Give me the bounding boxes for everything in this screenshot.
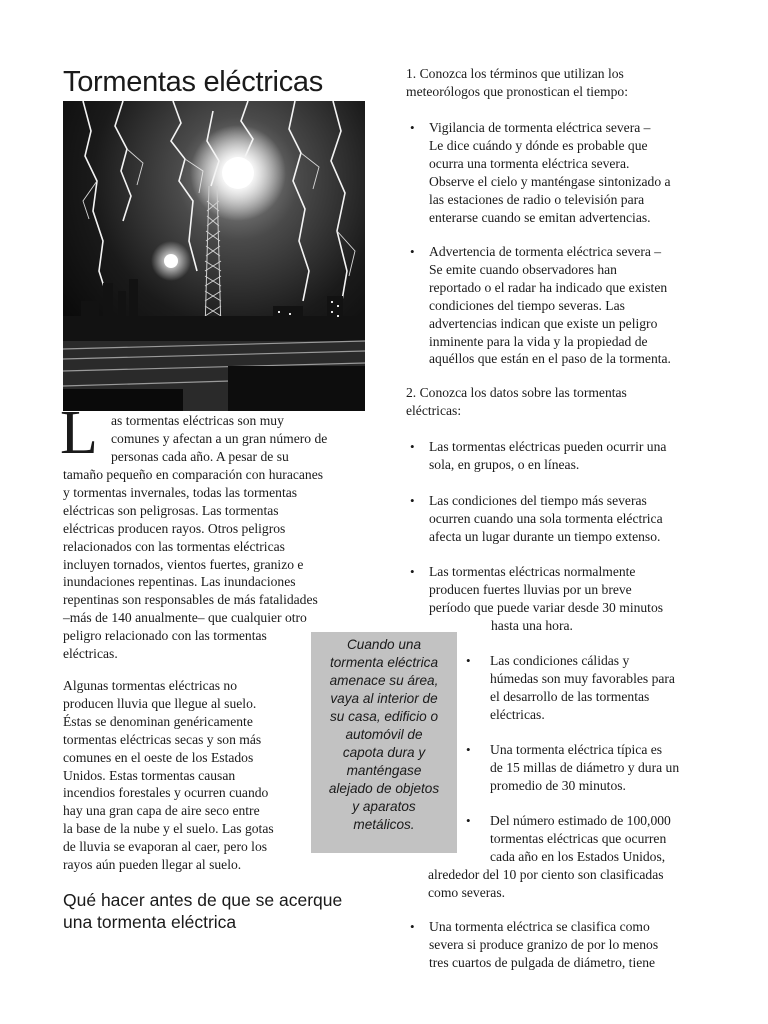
text-line: alrededor del 10 por ciento son clasificadas — [428, 866, 664, 882]
text-line: Las condiciones del tiempo más severas — [429, 493, 647, 508]
callout-line: amenace su área, — [329, 673, 439, 688]
lightning-photo — [63, 101, 365, 411]
callout-line: manténgase — [346, 763, 422, 778]
text-line: período que puede variar desde 30 minutos — [429, 599, 664, 615]
text-line: Las condiciones cálidas y — [490, 653, 630, 668]
bullet-severa — [410, 918, 711, 972]
text-line: como severas. — [428, 884, 506, 900]
bullet-advertencia — [410, 243, 711, 368]
text-line: ocurren cuando una sola tormenta eléctrica — [429, 510, 663, 526]
section-1-heading — [406, 65, 706, 101]
text-line: de 15 millas de diámetro y dura un — [490, 759, 680, 775]
text-line: tamaño pequeño en comparación con huracanes — [63, 467, 324, 482]
text-line: Advertencia de tormenta eléctrica severa – — [429, 244, 662, 259]
dry-storms-paragraph — [63, 677, 308, 874]
text-line: eléctricas son peligrosas. Las tormentas — [63, 502, 279, 518]
callout-line: su casa, edificio o — [329, 709, 439, 724]
text-line: reportado o el radar ha indicado que existen — [429, 279, 668, 295]
text-line: sola, en grupos, o en líneas. — [429, 456, 580, 472]
text-line: Una tormenta eléctrica típica es — [490, 742, 663, 757]
text-line: cada año en los Estados Unidos, — [490, 848, 666, 864]
bullet-ocurrir — [410, 438, 711, 474]
text-line: repentinas son responsables de más fatalidades — [63, 592, 318, 608]
text-line: inminente para la vida y la propiedad de — [429, 333, 648, 349]
bullet-icon: • — [410, 564, 415, 579]
callout-line: Cuando una — [346, 637, 422, 652]
text-line: tres cuartos de pulgada de diámetro, tiene — [429, 954, 656, 970]
text-line: relacionados con las tormentas eléctricas — [63, 538, 285, 554]
text-line: incendios forestales y ocurren cuando — [63, 785, 269, 801]
bullet-icon: • — [410, 439, 415, 454]
page-title: Tormentas eléctricas — [63, 66, 323, 98]
callout-line: automóvil de — [345, 727, 423, 742]
bullet-condiciones — [410, 492, 711, 546]
bullet-icon: • — [410, 919, 415, 934]
bullet-icon: • — [466, 813, 471, 828]
bullet-lluvias — [410, 563, 711, 635]
text-line: rayos aún pueden llegar al suelo. — [63, 857, 242, 873]
bullet-icon: • — [410, 493, 415, 508]
text-line: Unidos. Estas tormentas causan — [63, 767, 236, 783]
bullet-vigilancia — [410, 119, 711, 226]
text-line: Éstas se denominan genéricamente — [63, 713, 253, 729]
text-line: hasta una hora. — [491, 617, 573, 633]
bullet-tipica — [466, 741, 710, 795]
text-line: –más de 140 anualmente– que cualquier otro — [63, 610, 307, 626]
text-line: promedio de 30 minutos. — [490, 777, 626, 793]
text-line: peligro relacionado con las tormentas — [63, 628, 267, 644]
text-line: comunes en el oeste de los Estados — [63, 749, 254, 765]
text-line: severa si produce granizo de por lo menos — [429, 936, 659, 952]
text-line: tormentas eléctricas que ocurren — [490, 830, 667, 846]
text-line: húmedas son muy favorables para — [490, 670, 675, 686]
bullet-icon: • — [466, 653, 471, 668]
text-line: advertencias indican que existe un peligro — [429, 315, 658, 331]
text-line: eléctricas producen rayos. Otros peligros — [63, 520, 286, 536]
bullet-icon: • — [466, 742, 471, 757]
text-line: de lluvia se evaporan al caer, pero los — [63, 839, 268, 855]
text-line: eléctricas. — [490, 706, 545, 722]
text-line: hay una gran capa de aire seco entre — [63, 803, 260, 819]
text-line: Observe el cielo y manténgase sintonizado a — [429, 173, 671, 189]
bullet-icon: • — [410, 120, 415, 135]
bullet-icon: • — [410, 244, 415, 259]
bullet-calidas — [466, 652, 710, 724]
text-line: producen fuertes lluvias por un breve — [429, 581, 632, 597]
text-line: inundaciones repentinas. Las inundaciones — [63, 574, 296, 590]
text-line: personas cada año. A pesar de su — [111, 448, 289, 464]
safety-callout-box — [311, 632, 457, 853]
text-line: ocurra una tormenta eléctrica severa. — [429, 155, 630, 171]
text-line: eléctricas: — [406, 402, 462, 418]
text-line: 1. Conozca los términos que utilizan los — [406, 66, 624, 81]
text-line: Algunas tormentas eléctricas no — [63, 678, 238, 693]
text-line: as tormentas eléctricas son muy — [111, 413, 284, 428]
text-line: Del número estimado de 100,000 — [490, 813, 671, 828]
text-line: aquéllos que están en el paso de la tormenta. — [429, 351, 671, 367]
text-line: 2. Conozca los datos sobre las tormentas — [406, 385, 627, 400]
subheading-line: Qué hacer antes de que se acerque — [63, 890, 343, 910]
text-line: enterarse cuando se emitan advertencias. — [429, 209, 651, 225]
text-line: Una tormenta eléctrica se clasifica como — [429, 919, 650, 934]
text-line: tormentas eléctricas secas y son más — [63, 731, 262, 747]
text-line: comunes y afectan a un gran número de — [111, 430, 328, 446]
section-subheading — [63, 889, 363, 933]
text-line: Le dice cuándo y dónde es probable que — [429, 137, 648, 153]
section-2-heading — [406, 384, 706, 420]
text-line: eléctricas. — [63, 646, 118, 662]
text-line: incluyen tornados, vientos fuertes, granizo e — [63, 556, 304, 572]
text-line: y tormentas invernales, todas las tormentas — [63, 484, 298, 500]
text-line: Vigilancia de tormenta eléctrica severa – — [429, 120, 651, 135]
text-line: Se emite cuando observadores han — [429, 261, 617, 277]
text-line: producen lluvia que llegue al suelo. — [63, 695, 257, 711]
callout-line: y aparatos — [352, 799, 416, 814]
text-line: condiciones del tiempo severas. Las — [429, 297, 625, 313]
intro-paragraph-indented — [111, 412, 361, 466]
callout-line: vaya al interior de — [330, 691, 438, 706]
text-line: el desarrollo de las tormentas — [490, 688, 650, 704]
text-line: afecta un lugar durante un tiempo extenso. — [429, 528, 661, 544]
text-line: Las tormentas eléctricas normalmente — [429, 564, 636, 579]
bullet-numero — [428, 812, 710, 902]
subheading-line: una tormenta eléctrica — [63, 912, 237, 932]
text-line: las estaciones de radio o televisión para — [429, 191, 645, 207]
drop-cap: L — [60, 399, 98, 467]
text-line: Las tormentas eléctricas pueden ocurrir una — [429, 439, 667, 454]
lightning-storm-image — [63, 101, 365, 411]
text-line: meteorólogos que pronostican el tiempo: — [406, 83, 628, 99]
callout-line: alejado de objetos — [328, 781, 440, 796]
callout-line: metálicos. — [353, 817, 415, 832]
callout-line: tormenta eléctrica — [329, 655, 439, 670]
callout-line: capota dura y — [342, 745, 426, 760]
text-line: la base de la nube y el suelo. Las gotas — [63, 821, 274, 837]
